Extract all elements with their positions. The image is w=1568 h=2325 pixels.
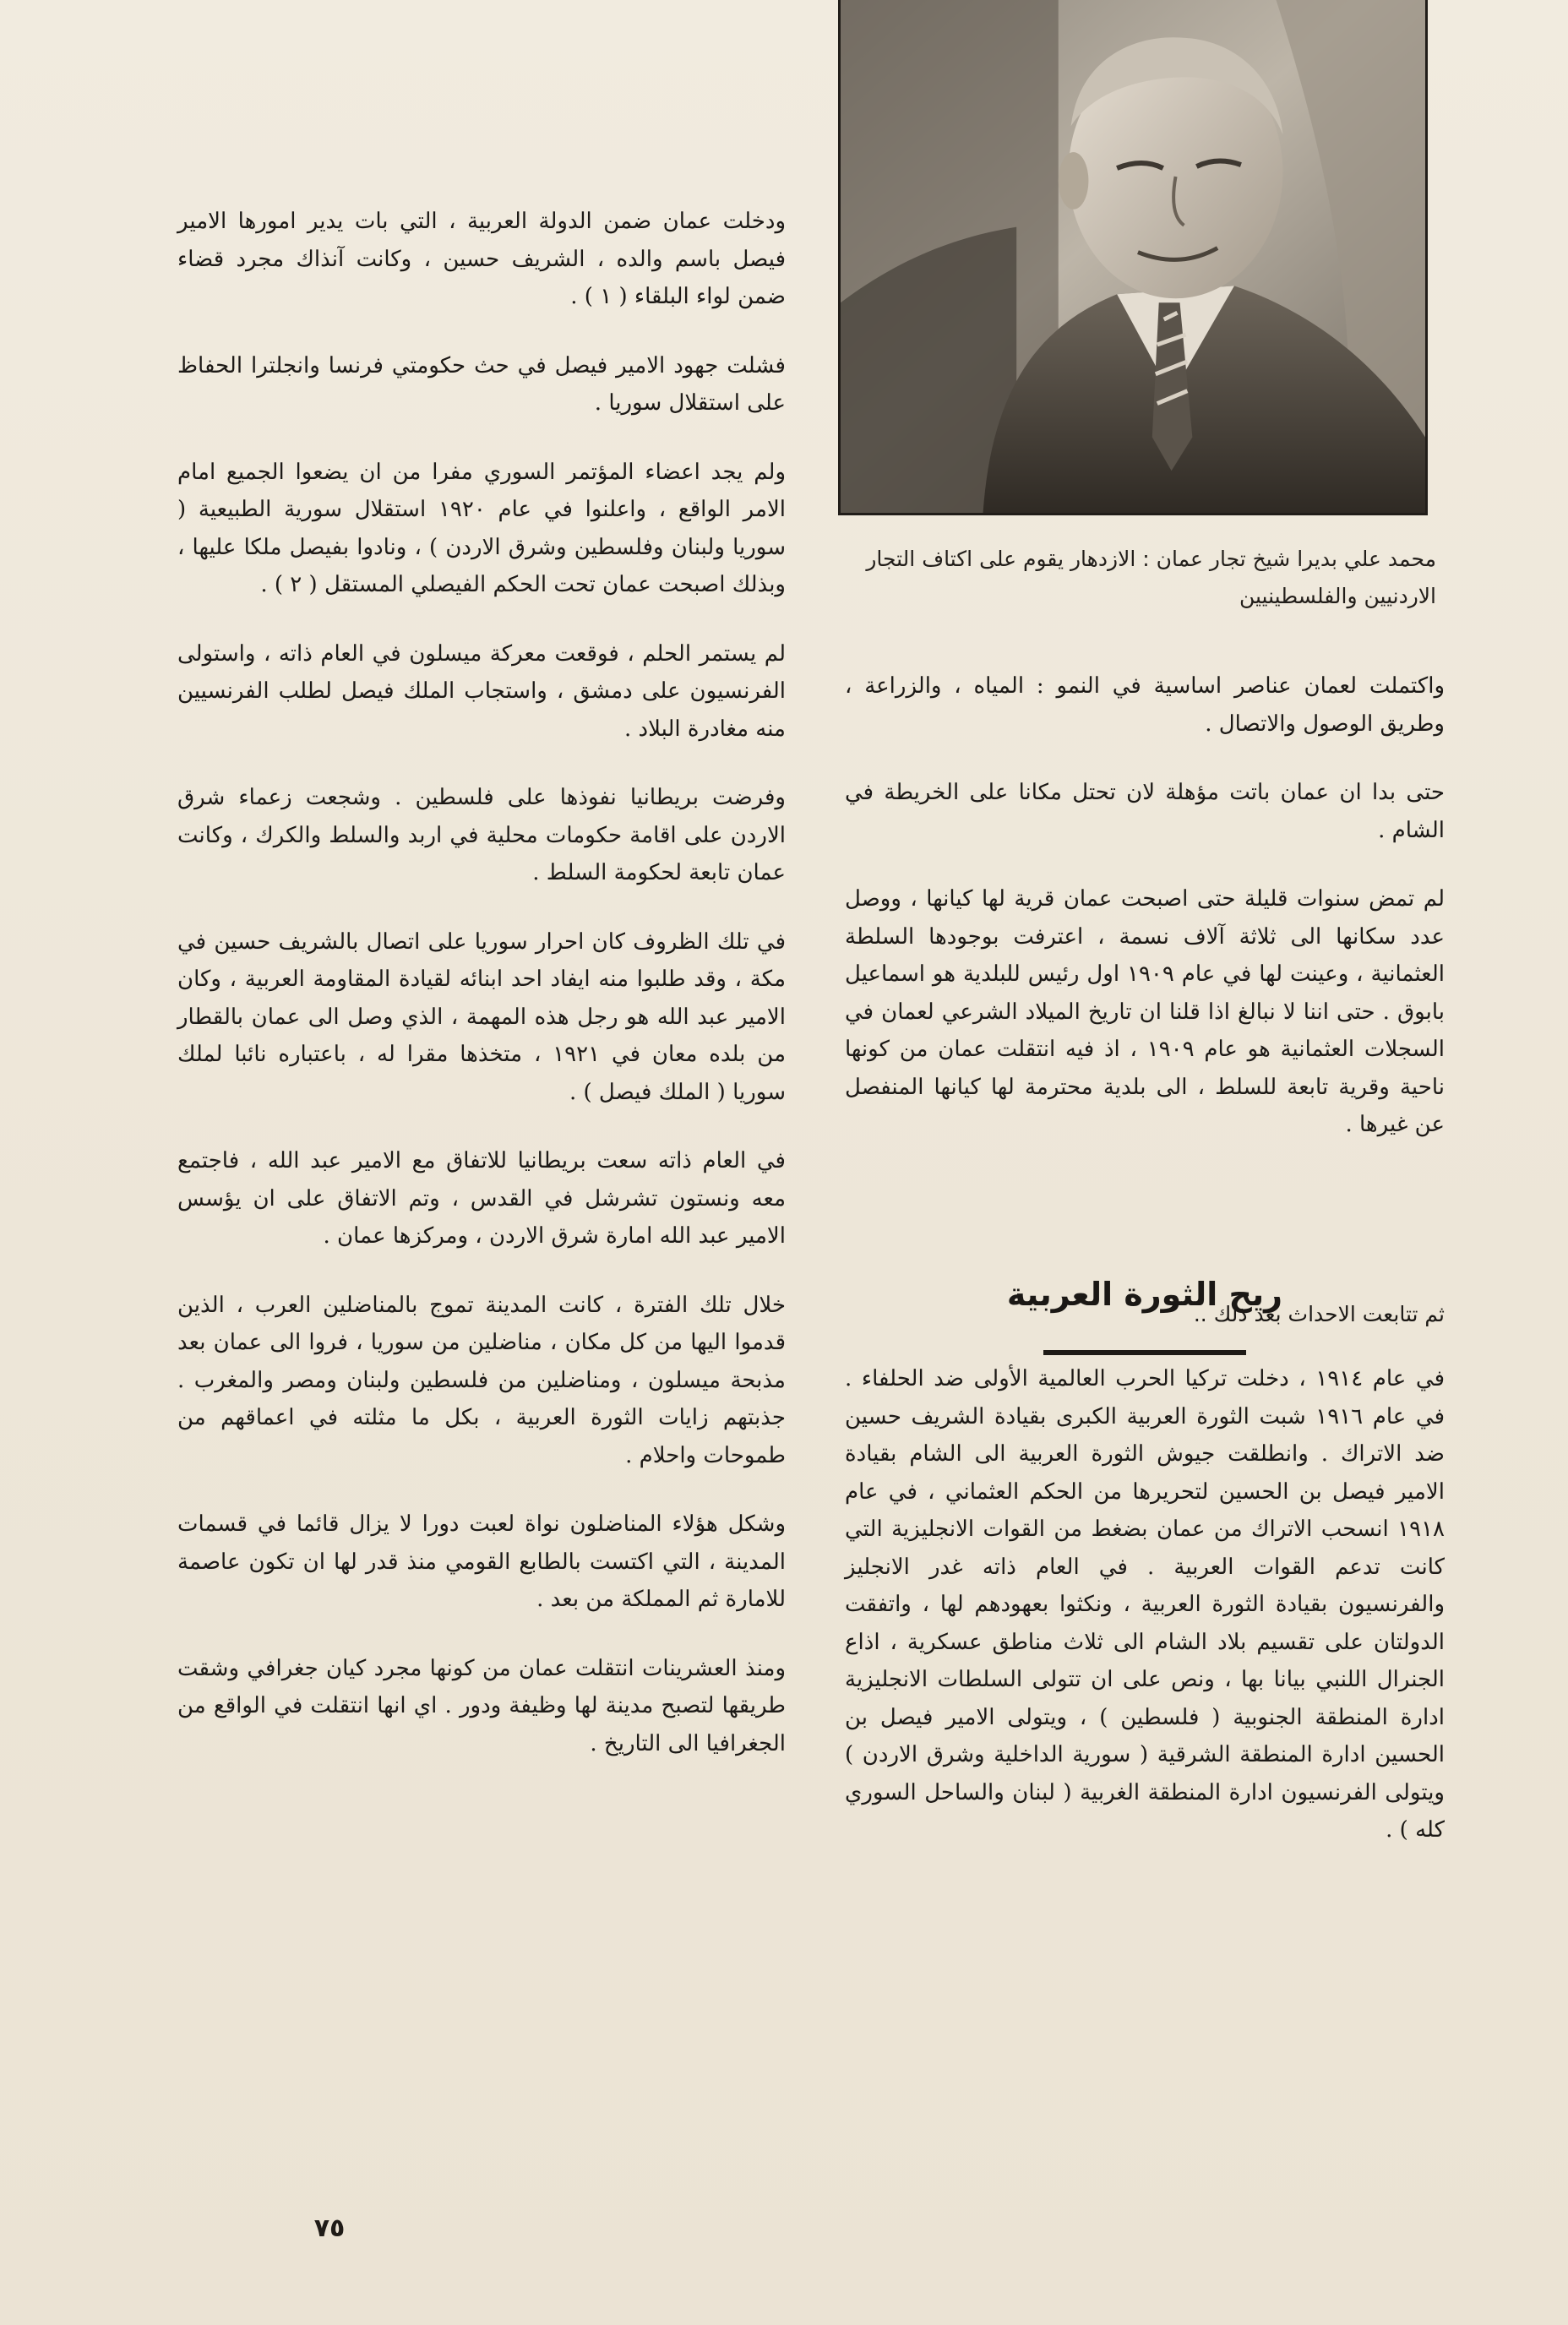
left-paragraph-5: وفرضت بريطانيا نفوذها على فلسطين . وشجعت زعماء شرق الاردن على اقامة حكومات محلية في اربد والسلط والكرك ، وكانت عمان تابعة لحكومة السلط . xyxy=(177,785,786,885)
right-paragraph-4: في عام ١٩١٤ ، دخلت تركيا الحرب العالمية الأولى ضد الحلفاء . في عام ١٩١٦ شبت الثورة العربية الكبرى بقيادة الشريف حسين ضد الاتراك . وانطلقت جيوش الثورة العربية الى الشام بقيادة الامير فيصل بن الحسين لتحريرها من الحكم العثماني ، في عام ١٩١٨ انسحب الاتراك من عمان بضغط من القوات الانجليزية التي كانت تدعم القوات العربية . في العام ذاته غدر الانجليز والفرنسيون بقيادة الثورة العربية ، ونكثوا بعهودهم لها ، واتفقت الدولتان على تقسيم بلاد الشام الى ثلاث مناطق عسكرية ، اذاع الجنرال اللنبي بيانا بها ، ونص على ان تتولى السلطات الانجليزية ادارة المنطقة الجنوبية ( فلسطين ) ، ويتولى الامير فيصل بن الحسين ادارة المنطقة الشرقية ( سورية الداخلية وشرق الاردن ) ويتولى الفرنسيون ادارة المنطقة الغربية ( لبنان والساحل السوري كله ) . xyxy=(845,1366,1446,1843)
page-number: ٧٥ xyxy=(313,2213,346,2243)
right-paragraph-3: لم تمض سنوات قليلة حتى اصبحت عمان قرية لها كيانها ، ووصل عدد سكانها الى ثلاثة آلاف نسمة ، اعترفت بوجودها السلطة العثمانية ، وعينت لها في عام ١٩٠٩ اول رئيس للبلدية هو اسماعيل بابوق . حتى اننا لا نبالغ اذا قلنا ان تاريخ الميلاد الشرعي لعمان في السجلات العثمانية هو عام ١٩٠٩ ، اذ فيه انتقلت عمان من كونها ناحية وقرية تابعة للسلط ، الى بلدية محترمة لها كيانها المنفصل عن غيرها . xyxy=(845,886,1446,1137)
left-paragraph-7: في العام ذاته سعت بريطانيا للاتفاق مع الامير عبد الله ، فاجتمع معه ونستون تشرشل في القدس ، وتم الاتفاق على ان يؤسس الامير عبد الله امارة شرق الاردن ، ومركزها عمان . xyxy=(177,1148,786,1249)
left-paragraph-8: خلال تلك الفترة ، كانت المدينة تموج بالمناضلين العرب ، الذين قدموا اليها من كل مكان ، مناضلين من سوريا ، فروا الى عمان بعد مذبحة ميسلون ، ومناضلين من فلسطين ولبنان ومصر والمغرب . جذبتهم زايات الثورة العربية ، بكل ما مثلته في اعماقهم من طموحات واحلام . xyxy=(177,1292,787,1468)
left-paragraph-6: في تلك الظروف كان احرار سوريا على اتصال بالشريف حسين في مكة ، وقد طلبوا منه ايفاد احد ابنائه لقيادة المقاومة العربية ، وكان الامير عبد الله هو رجل هذه المهمة ، الذي وصل الى عمان بالقطار من بلده معان في ١٩٢١ ، متخذها مقرا له ، باعتباره نائبا لملك سوريا ( الملك فيصل ) . xyxy=(177,928,786,1105)
right-column xyxy=(845,667,1445,1881)
left-column xyxy=(177,203,786,1794)
right-paragraph-2: حتى بدا ان عمان باتت مؤهلة لان تحتل مكانا على الخريطة في الشام . xyxy=(845,780,1445,843)
left-paragraph-2: فشلت جهود الامير فيصل في حث حكومتي فرنسا وانجلترا الحفاظ على استقلال سوريا . xyxy=(177,352,786,416)
portrait-image xyxy=(841,0,1425,513)
portrait-photo xyxy=(838,0,1428,515)
photo-caption: محمد علي بديرا شيخ تجار عمان : الازدهار يقوم على اكتاف التجار الاردنيين والفلسطينيين xyxy=(866,547,1436,608)
left-paragraph-1: ودخلت عمان ضمن الدولة العربية ، التي بات يدير امورها الامير فيصل باسم والده ، الشريف حسين ، وكانت آنذاك مجرد قضاء ضمن لواء البلقاء ( ١ ) . xyxy=(177,209,786,309)
left-paragraph-10: ومنذ العشرينات انتقلت عمان من كونها مجرد كيان جغرافي وشقت طريقها لتصبح مدينة لها وظيفة ودور . اي انها انتقلت في الواقع من الجغرافيا الى التاريخ . xyxy=(177,1655,786,1756)
left-paragraph-9: وشكل هؤلاء المناضلون نواة لعبت دورا لا يزال قائما في قسمات المدينة ، التي اكتست بالطابع القومي منذ قدر لها ان تكون عاصمة للامارة ثم المملكة من بعد . xyxy=(177,1511,786,1612)
section-heading: ريح الثورة العربية xyxy=(1006,1276,1283,1313)
right-paragraph-1: واكتملت لعمان عناصر اساسية في النمو : المياه ، والزراعة ، وطريق الوصول والاتصال . xyxy=(845,673,1445,737)
heading-underline xyxy=(1043,1350,1246,1355)
left-paragraph-4: لم يستمر الحلم ، فوقعت معركة ميسلون في العام ذاته ، واستولى الفرنسيون على دمشق ، واستجاب الملك فيصل لطلب الفرنسيين منه مغادرة البلاد . xyxy=(177,640,786,742)
section-lead: ثم تتابعت الاحداث بعد ذلك .. xyxy=(1193,1301,1445,1326)
left-paragraph-3: ولم يجد اعضاء المؤتمر السوري مفرا من ان يضعوا الجميع امام الامر الواقع ، واعلنوا في عام ١٩٢٠ استقلال سورية الطبيعية ( سوريا ولبنان وفلسطين وشرق الاردن ) ، ونادوا بفيصل ملكا عليها ، وبذلك اصبحت عمان تحت الحكم الفيصلي المستقل ( ٢ ) . xyxy=(177,459,787,597)
